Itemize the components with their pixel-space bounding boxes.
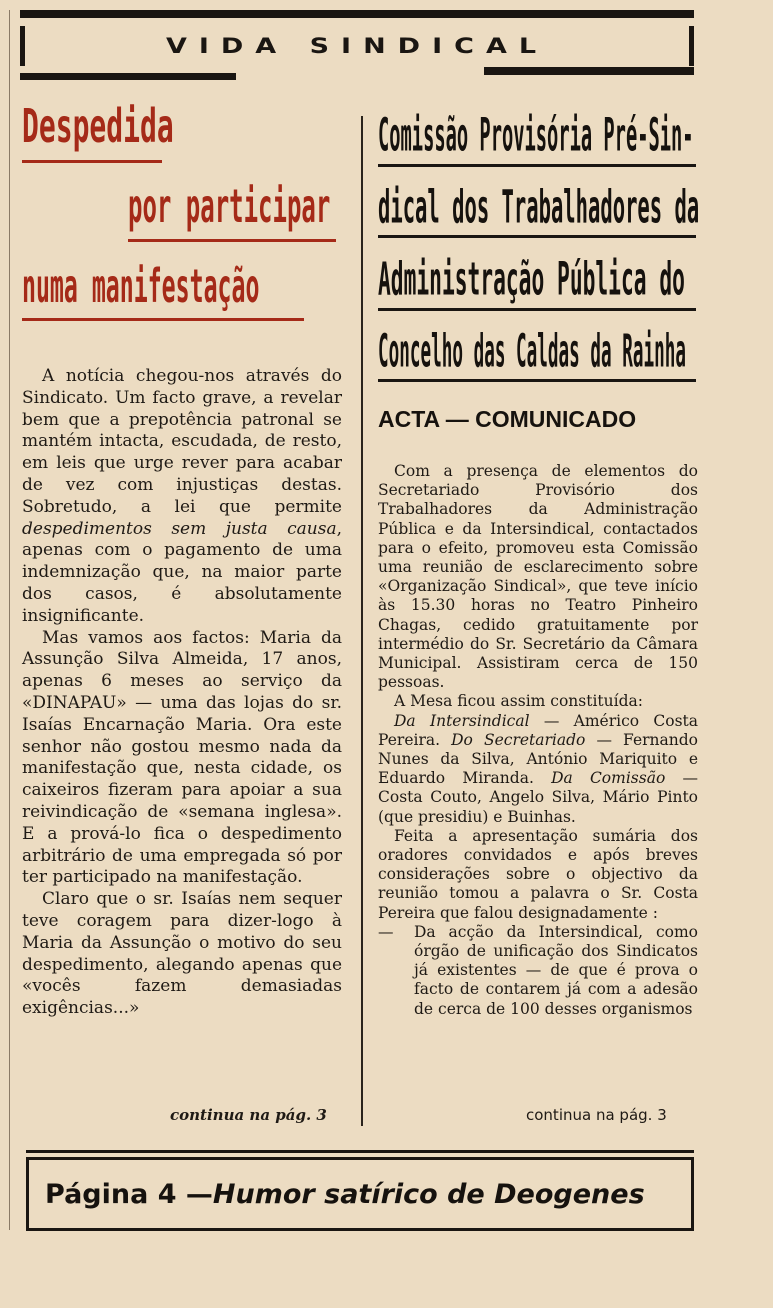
right-subheadline: ACTA — COMUNICADO (378, 406, 637, 432)
right-paragraph-1: Com a presença de elementos do Secretariado Provisório dos Trabalhadores da Administração Pública e da Intersindical, contactados para o efeito, promoveu esta Comissão uma reunião de esclarecimento sobre «Organização Sindical», que teve início às 15.30 horas no Teatro Pinheiro Chagas, cedido gratuitamente por intermédio do Sr. Secretário da Câmara Municipal. Assistiram cerca de 150 pessoas. (378, 462, 698, 692)
right-headline-line-2: dical dos Trabalhadores da (378, 182, 700, 234)
right-headline-line-3: Administração Pública do (378, 254, 685, 306)
masthead-bottom-rule-right (484, 67, 694, 75)
right-paragraph-3: Da Intersindical — Américo Costa Pereira. Do Secretariado — Fernando Nunes da Silva, António Mariquito e Eduardo Miranda. Da Comissão — Costa Couto, Angelo Silva, Mário Pinto (que presidiu) e Buinhas. (378, 711, 699, 826)
footer-box (26, 1157, 694, 1231)
right-headline-line-1: Comissão Provisória Pré-Sin- (378, 110, 694, 162)
left-paragraph-3: Claro que o sr. Isaías nem sequer teve coragem para dizer-logo à Maria da Assunção o motivo do seu despedimento, alegando apenas que «vocês fazem demasiadas exigências...» (22, 889, 342, 1019)
footer-top-rule (26, 1150, 694, 1153)
right-headline-rule-4 (378, 379, 696, 382)
column-divider (361, 116, 363, 1126)
right-paragraph-4: Feita a apresentação sumária dos oradores convidados e após breves considerações sobre o objectivo da reunião tomou a palavra o Sr. Costa Pereira que falou designadamente : (378, 826, 698, 922)
left-paragraph-1: A notícia chegou-nos através do Sindicato. Um facto grave, a revelar bem que a prepotência patronal se mantém intacta, escudada, de resto, em leis que urge rever para acabar de vez com injustiças destas. Sobretudo, a lei que permite despedimentos sem justa causa, apenas com o pagamento de uma indemnização que, na maior parte dos casos, é absolutamente insignificante. (22, 366, 342, 626)
right-continued-note: continua na pág. 3 (526, 1106, 667, 1124)
left-headline-rule-1 (22, 160, 162, 163)
left-emphasis: despedimentos sem justa causa (22, 518, 337, 539)
right-article-body (378, 462, 698, 1019)
right-headline-rule-1 (378, 164, 696, 167)
left-paragraph-2: Mas vamos aos factos: Maria da Assunção Silva Almeida, 17 anos, apenas 6 meses ao serviço da «DINAPAU» — uma das lojas do sr. Isaías Encarnação Maria. Ora este senhor não gostou mesmo nada da manifestação que, nesta cidade, os caixeiros fizeram para apoiar a sua reivindicação de «semana inglesa». E a prová-lo fica o despedimento arbitrário de uma empregada só por ter participado na manifestação. (22, 627, 342, 888)
left-headline-rule-3 (22, 318, 304, 321)
page-left-edge (9, 10, 10, 1230)
left-headline-line-3: numa manifestação (22, 260, 260, 314)
right-paragraph-2: A Mesa ficou assim constituída: (394, 692, 643, 711)
dash-marker: — (378, 922, 394, 941)
footer-title: Humor satírico de Deogenes (212, 1178, 645, 1210)
left-continued-note: continua na pág. 3 (170, 1106, 327, 1124)
footer-reference: Página 4 — Humor satírico de Deogenes (45, 1178, 645, 1210)
right-headline-rule-3 (378, 308, 696, 311)
left-headline-line-1: Despedida (22, 100, 174, 154)
masthead-bottom-rule-left (20, 73, 236, 80)
right-paragraph-5: — Da acção da Intersindical, como órgão de unificação dos Sindicatos já existentes — de que é prova o facto de contarem já com a adesão de cerca de 100 desses organismos (378, 922, 698, 1018)
right-headline-rule-2 (378, 235, 696, 238)
section-title: VIDA SINDICAL (165, 33, 549, 59)
masthead (20, 22, 694, 70)
masthead-top-rule (20, 10, 694, 18)
left-article-body (22, 366, 342, 1020)
right-headline-line-4: Concelho das Caldas da Rainha (378, 326, 686, 378)
left-headline-rule-2 (128, 239, 336, 242)
left-headline-line-2: por participar (128, 180, 331, 234)
